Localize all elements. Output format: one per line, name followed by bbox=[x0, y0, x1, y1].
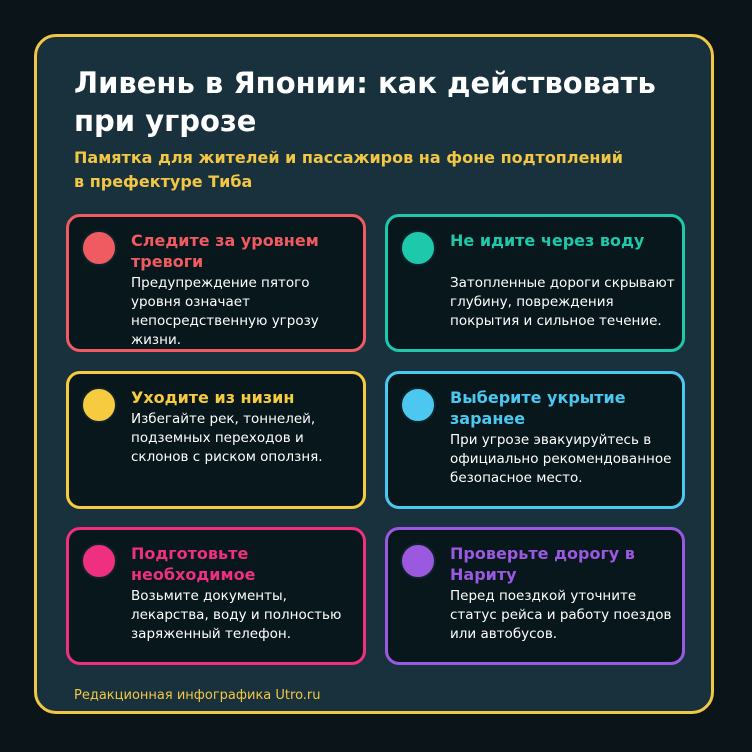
purple-circle-icon bbox=[400, 543, 436, 579]
tip-card-text: Перед поездкой уточните статус рейса и работу поездов или автобусов. bbox=[450, 588, 672, 642]
tip-card-avoid-water bbox=[385, 214, 685, 352]
page-subtitle: Памятка для жителей и пассажиров на фоне подтоплений в префектуре Тиба bbox=[74, 148, 623, 191]
tip-card-title: Проверьте дорогу в Нариту bbox=[450, 544, 635, 584]
tip-card-lowlands bbox=[66, 371, 366, 509]
tip-card-title: Выберите укрытие заранее bbox=[450, 388, 626, 428]
tip-card-text: При угрозе эвакуируйтесь в официально рекомендованное безопасное место. bbox=[450, 432, 672, 486]
tip-card-prepare bbox=[66, 527, 366, 665]
tip-card-title: Не идите через воду bbox=[450, 231, 645, 250]
tip-card-text: Затопленные дороги скрывают глубину, повреждения покрытия и сильное течение. bbox=[450, 275, 675, 329]
tip-card-title: Подготовьте необходимое bbox=[131, 544, 256, 584]
tip-card-title: Следите за уровнем тревоги bbox=[131, 231, 319, 271]
tip-card-text: Предупреждение пятого уровня означает непосредственную угрозу жизни. bbox=[131, 275, 319, 348]
tip-card-alert-level bbox=[66, 214, 366, 352]
yellow-circle-icon bbox=[81, 387, 117, 423]
teal-circle-icon bbox=[400, 230, 436, 266]
pink-circle-icon bbox=[81, 543, 117, 579]
tip-card-title: Уходите из низин bbox=[131, 388, 295, 407]
tip-card-narita-route bbox=[385, 527, 685, 665]
blue-circle-icon bbox=[400, 387, 436, 423]
red-circle-icon bbox=[81, 230, 117, 266]
tip-card-shelter bbox=[385, 371, 685, 509]
tip-card-text: Возьмите документы, лекарства, воду и полностью заряженный телефон. bbox=[131, 588, 342, 642]
footer-credit: Редакционная инфографика Utro.ru bbox=[74, 688, 321, 703]
tip-card-text: Избегайте рек, тоннелей, подземных переходов и склонов с риском оползня. bbox=[131, 411, 323, 465]
page-title: Ливень в Японии: как действовать при угрозе bbox=[74, 66, 656, 138]
